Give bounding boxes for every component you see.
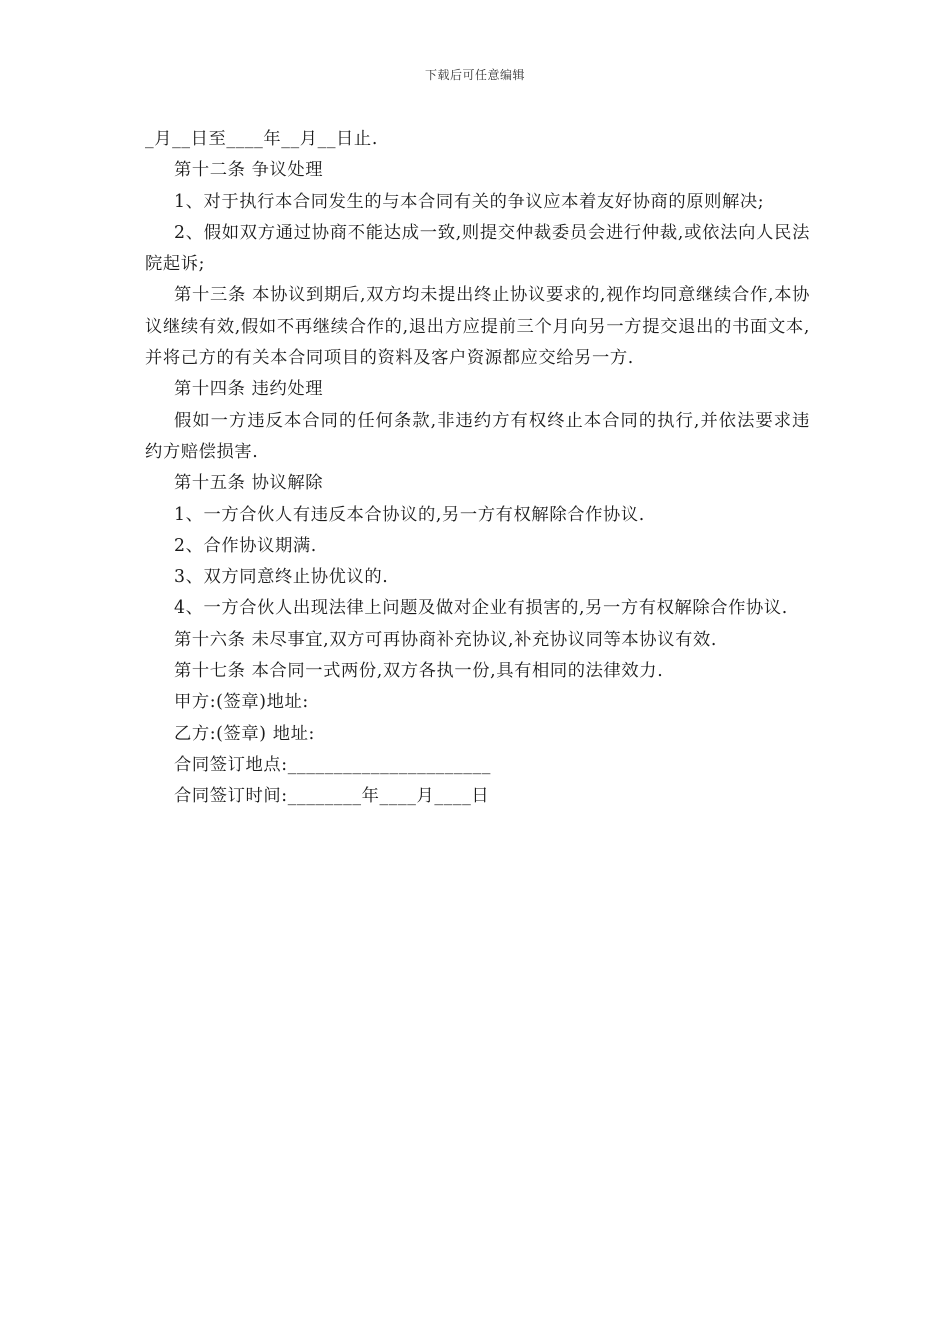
page-header-note: 下载后可任意编辑 [424, 68, 525, 82]
clause-15-item-3: 3、双方同意终止协优议的. [174, 567, 389, 588]
clause-12-item-1: 1、对于执行本合同发生的与本合同有关的争议应本着友好协商的原则解决; [174, 191, 765, 212]
clause-12-heading: 第十二条 争议处理 [174, 160, 324, 181]
party-a-signature-line: 甲方:(签章)地址: [174, 692, 309, 713]
party-b-signature-line: 乙方:(签章) 地址: [174, 723, 315, 744]
paragraph-date-range-end: _月__日至____年__月__日止. [145, 129, 378, 149]
clause-14-heading: 第十四条 违约处理 [174, 379, 324, 400]
clause-15-item-1: 1、一方合伙人有违反本合协议的,另一方有权解除合作协议. [174, 504, 645, 525]
signing-date-line: 合同签订时间:________年____月____日 [174, 786, 490, 807]
contract-body [145, 124, 810, 813]
signing-place-line: 合同签订地点:______________________ [174, 754, 492, 775]
clause-12-item-2: 2、假如双方通过协商不能达成一致,则提交仲裁委员会进行仲裁,或依法向人民法院起诉; [145, 222, 810, 275]
clause-17: 第十七条 本合同一式两份,双方各执一份,具有相同的法律效力. [174, 661, 664, 682]
clause-14-body: 假如一方违反本合同的任何条款,非违约方有权终止本合同的执行,并依法要求违约方赔偿损害. [145, 410, 810, 462]
clause-15-item-4: 4、一方合伙人出现法律上问题及做对企业有损害的,另一方有权解除合作协议. [174, 598, 788, 619]
clause-15-item-2: 2、合作协议期满. [174, 535, 317, 556]
clause-13: 第十三条 本协议到期后,双方均未提出终止协议要求的,视作均同意继续合作,本协议继续有效,假如不再继续合作的,退出方应提前三个月向另一方提交退出的书面文本,并将己方的有关本合同项目的资料及客户资源都应交给另一方. [145, 285, 810, 369]
clause-15-heading: 第十五条 协议解除 [174, 473, 324, 494]
clause-16: 第十六条 未尽事宜,双方可再协商补充协议,补充协议同等本协议有效. [174, 629, 717, 650]
